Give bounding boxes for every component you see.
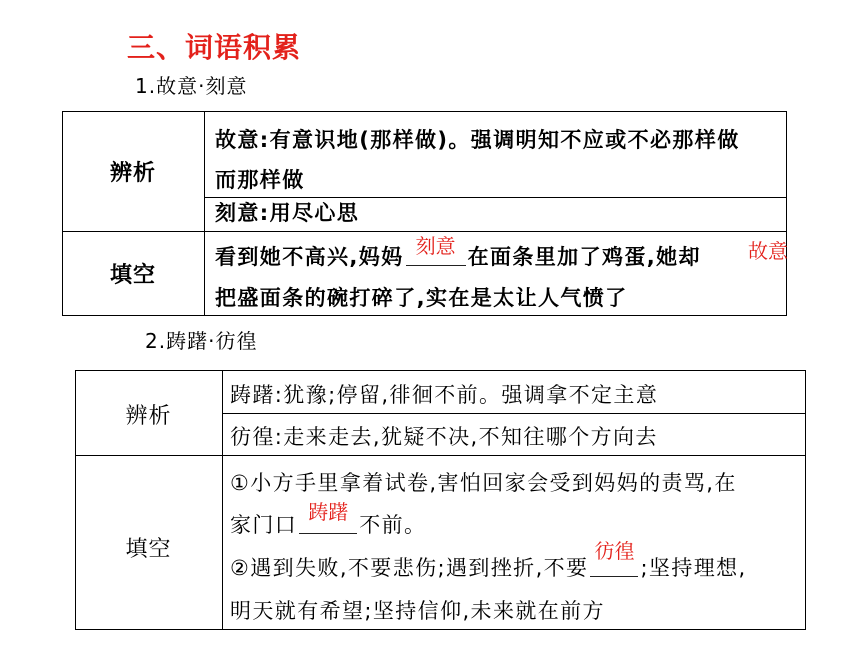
table2-fill-item1-line-1: ①小方手里拿着试卷,害怕回家会受到妈妈的责骂,在 [230,471,737,495]
table2-analysis-label: 辨析 [125,403,172,429]
table1-fill-line-2: 把盛面条的碗打碎了,实在是太让人气愤了 [215,286,628,310]
table1-analysis-label: 辨析 [109,160,156,186]
fill-text-after: ;坚持理想, [640,556,747,580]
table2-fill-item2-line-1 [230,539,747,581]
table2-analysis-divider [222,413,805,414]
group1-heading: 1.故意·刻意 [135,74,248,98]
table1-analysis-line-2: 而那样做 [215,168,305,192]
answer-text: 彷徨 [594,539,635,563]
fill-text-before: ②遇到失败,不要悲伤;遇到挫折,不要 [230,556,589,580]
table2-fill-item1-line-2 [230,500,427,538]
table1-analysis-line-1: 故意:有意识地(那样做)。强调明知不应或不必那样做 [215,128,740,152]
fill-text-before: 家门口 [230,513,298,537]
fill-text-after: 在面条里加了鸡蛋,她却 [467,245,701,269]
table1-side-answer: 故意 [748,239,788,263]
table2-column-divider [222,371,223,629]
answer-text: 刻意 [415,234,456,258]
table1-column-divider [204,112,205,315]
table1-fill-line-1 [215,234,701,270]
group2-heading: 2.踌躇·彷徨 [145,329,258,353]
answer-text: 踌躇 [308,500,349,524]
table2-fill-label: 填空 [125,537,172,562]
table2-analysis-line-2: 彷徨:走来走去,犹疑不决,不知往哪个方向去 [230,425,658,449]
fill-blank [590,539,638,577]
section-title: 三、词语积累 [127,31,302,64]
fill-text-before: 看到她不高兴,妈妈 [215,245,404,269]
table2-fill-item2-line-2: 明天就有希望;坚持信仰,未来就在前方 [230,599,605,623]
table1-analysis-divider [204,197,786,198]
fill-blank [406,234,466,266]
table2-analysis-line-1: 踌躇:犹豫;停留,徘徊不前。强调拿不定主意 [230,383,659,407]
table1-analysis-line-3: 刻意:用尽心思 [215,201,360,225]
fill-text-after: 不前。 [359,513,427,537]
table1-fill-label: 填空 [109,263,156,288]
fill-blank [299,500,357,534]
